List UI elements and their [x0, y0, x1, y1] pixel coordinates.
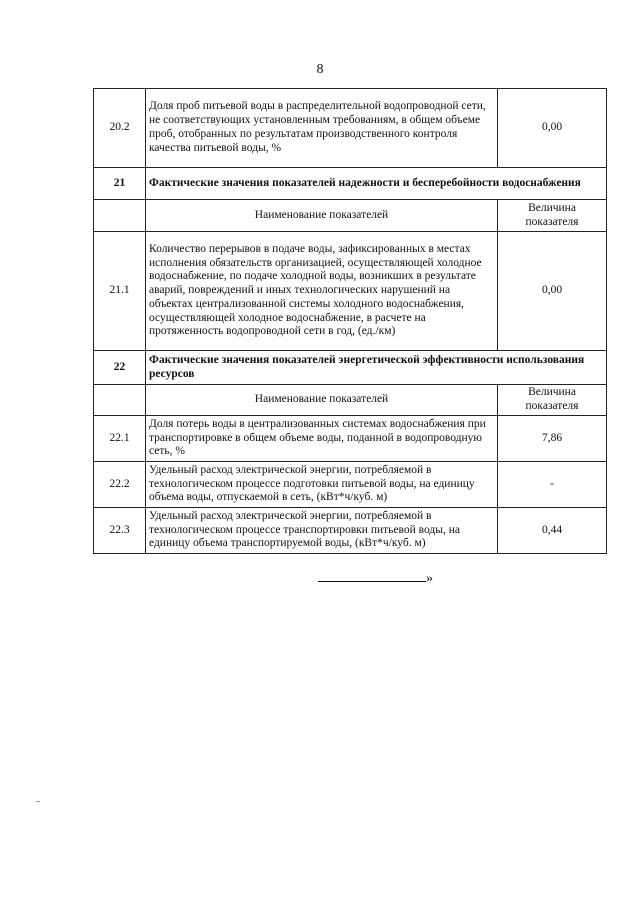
section-title: Фактические значения показателей энергетической эффективности использования ресурсов: [146, 351, 607, 385]
header-blank-cell: [94, 385, 146, 416]
row-number: 22.2: [94, 462, 146, 508]
name-column-header: Наименование показателей: [146, 385, 498, 416]
indicator-name: Удельный расход электрической энергии, потребляемой в технологическом процессе подготовки питьевой воды, на единицу объема воды, отпускаемой в сеть, (кВт*ч/куб. м): [146, 462, 498, 508]
closing-line: [318, 569, 433, 587]
indicator-name: Удельный расход электрической энергии, потребляемой в технологическом процессе транспортировки питьевой воды, на единицу объема транспортируемой воды, (кВт*ч/куб. м): [146, 508, 498, 554]
indicator-name: Доля потерь воды в централизованных системах водоснабжения при транспортировке в общем объеме воды, поданной в водопроводную сеть, %: [146, 416, 498, 462]
table-row: [94, 89, 607, 168]
indicator-name: Количество перерывов в подаче воды, зафиксированных в местах исполнения обязательств организацией, осуществляющей холодное водоснабжение, по подаче холодной воды, возникших в результате аварий, повреждений и иных технологических нарушений на объектах централизованной системы холодного водоснабжения, осуществляющей холодное водоснабжение, в расчете на протяженность водопроводной сети в год, (ед./км): [146, 232, 498, 351]
indicator-value: -: [498, 462, 607, 508]
header-row: [94, 200, 607, 232]
row-number: 20.2: [94, 89, 146, 168]
section-number: 22: [94, 351, 146, 385]
indicators-table: [93, 88, 607, 554]
table-row: [94, 416, 607, 462]
header-row: [94, 385, 607, 416]
value-column-header: Величина показателя: [498, 200, 607, 232]
section-number: 21: [94, 168, 146, 200]
indicator-value: 0,00: [498, 89, 607, 168]
row-number: 22.3: [94, 508, 146, 554]
indicator-name: Доля проб питьевой воды в распределительной водопроводной сети, не соответствующих установленным требованиям, в общем объеме проб, отобранных по результатам производственного контроля качества питьевой воды, %: [146, 89, 498, 168]
row-number: 22.1: [94, 416, 146, 462]
table-row: [94, 232, 607, 351]
section-row: [94, 351, 607, 385]
section-title: Фактические значения показателей надежности и бесперебойности водоснабжения: [146, 168, 607, 200]
value-column-header: Величина показателя: [498, 385, 607, 416]
header-blank-cell: [94, 200, 146, 232]
section-row: [94, 168, 607, 200]
table-row: [94, 462, 607, 508]
row-number: 21.1: [94, 232, 146, 351]
page-number: 8: [316, 62, 324, 77]
name-column-header: Наименование показателей: [146, 200, 498, 232]
closing-quote: »: [426, 571, 433, 586]
signature-underline: [318, 569, 426, 582]
indicator-value: 7,86: [498, 416, 607, 462]
indicator-value: 0,00: [498, 232, 607, 351]
indicator-value: 0,44: [498, 508, 607, 554]
scan-mark: [36, 801, 40, 802]
table-row: [94, 508, 607, 554]
